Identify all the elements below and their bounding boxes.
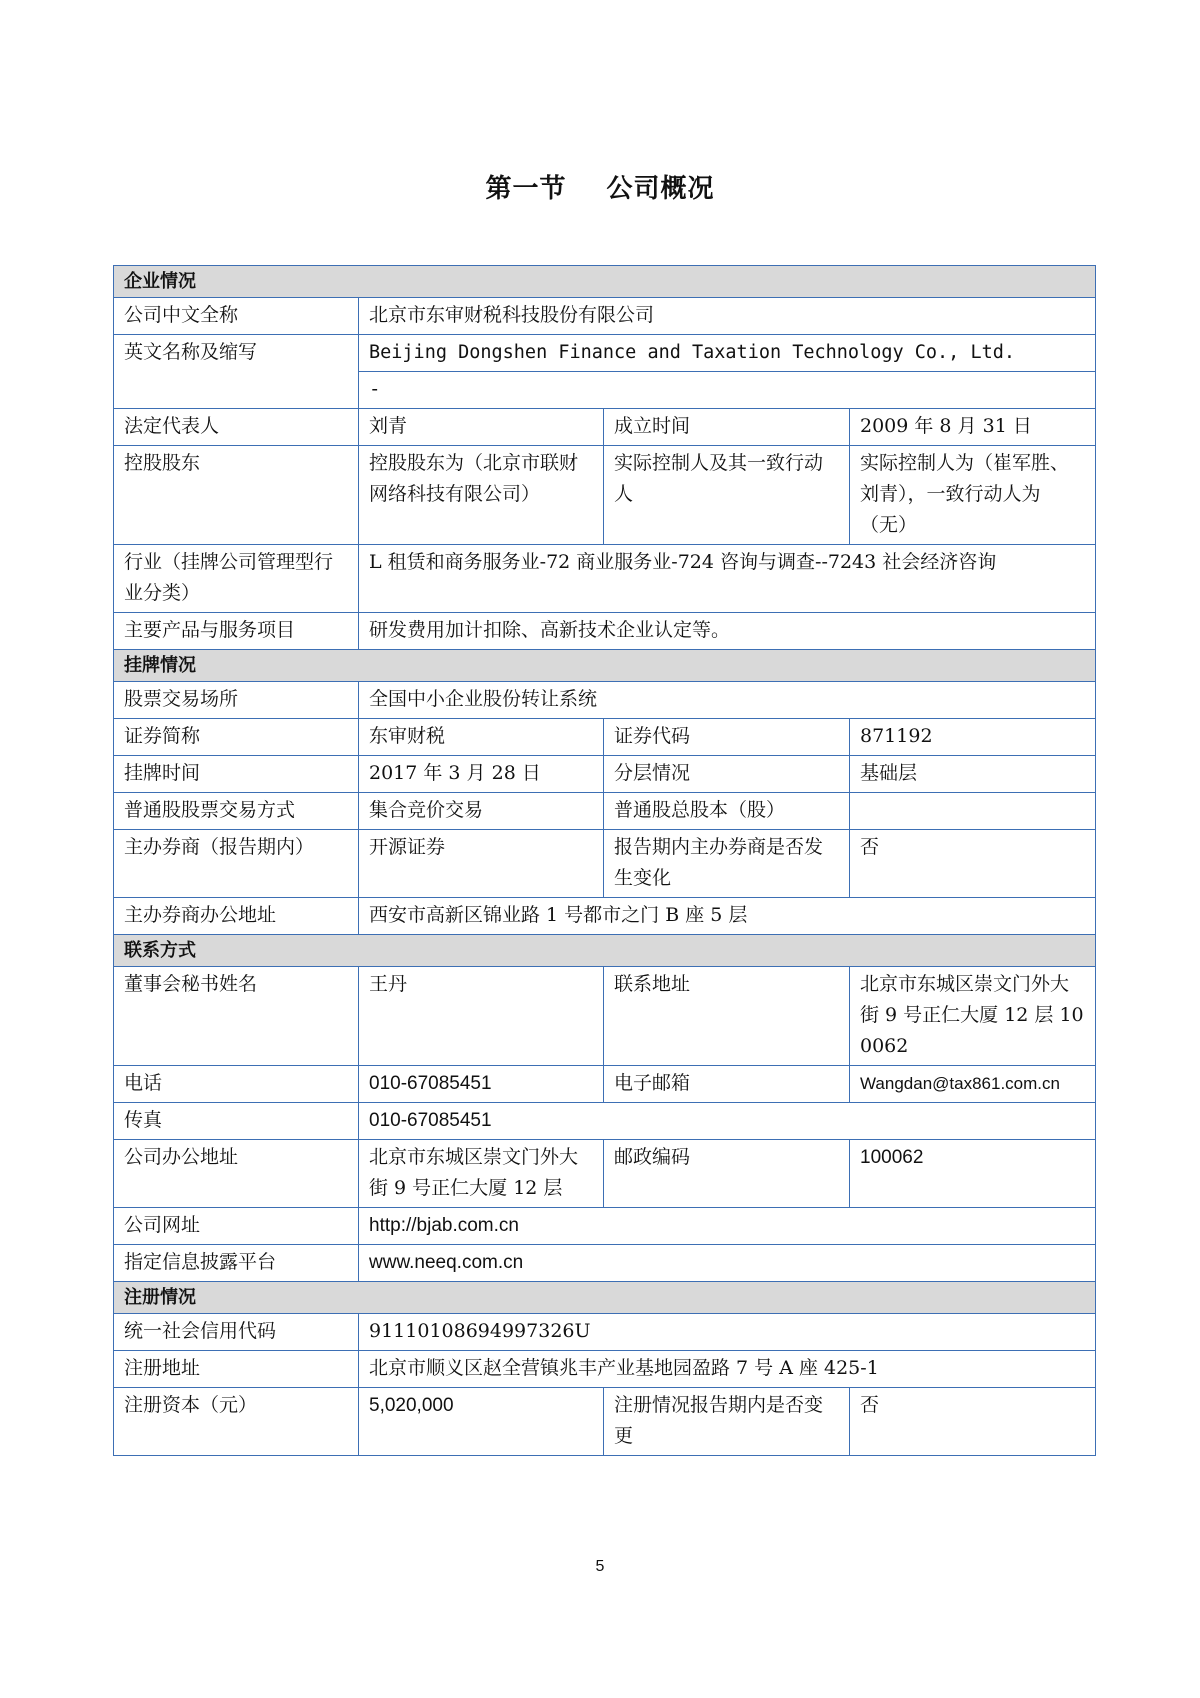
sponsor-address-value: 西安市高新区锦业路 1 号都市之门 B 座 5 层 bbox=[359, 898, 1096, 935]
table-row bbox=[114, 682, 1096, 719]
phone-value: 010-67085451 bbox=[359, 1066, 604, 1103]
section-label: 挂牌情况 bbox=[114, 650, 1096, 682]
sponsor-changed-label: 报告期内主办券商是否发生变化 bbox=[604, 830, 850, 898]
industry-label: 行业（挂牌公司管理型行业分类） bbox=[114, 545, 359, 613]
short-name-label: 证券简称 bbox=[114, 719, 359, 756]
table-row bbox=[114, 793, 1096, 830]
section-number: 第一节 bbox=[485, 174, 567, 204]
exchange-value: 全国中小企业股份转让系统 bbox=[359, 682, 1096, 719]
email-label: 电子邮箱 bbox=[604, 1066, 850, 1103]
sponsor-changed-value: 否 bbox=[850, 830, 1096, 898]
table-row bbox=[114, 409, 1096, 446]
sponsor-label: 主办券商（报告期内） bbox=[114, 830, 359, 898]
section-label: 注册情况 bbox=[114, 1282, 1096, 1314]
reg-address-label: 注册地址 bbox=[114, 1351, 359, 1388]
actual-controller-label: 实际控制人及其一致行动人 bbox=[604, 446, 850, 545]
section-header-registration bbox=[114, 1282, 1096, 1314]
total-shares-label: 普通股总股本（股） bbox=[604, 793, 850, 830]
tier-label: 分层情况 bbox=[604, 756, 850, 793]
email-value: Wangdan@tax861.com.cn bbox=[850, 1066, 1096, 1103]
section-header-listing bbox=[114, 650, 1096, 682]
website-value: http://bjab.com.cn bbox=[359, 1208, 1096, 1245]
controlling-value: 控股股东为（北京市联财网络科技有限公司） bbox=[359, 446, 604, 545]
credit-code-value: 91110108694997326U bbox=[359, 1314, 1096, 1351]
table-row bbox=[114, 756, 1096, 793]
table-row bbox=[114, 898, 1096, 935]
contact-address-label: 联系地址 bbox=[604, 967, 850, 1066]
en-name-label: 英文名称及缩写 bbox=[114, 335, 359, 409]
capital-value: 5,020,000 bbox=[359, 1388, 604, 1456]
section-header-contact bbox=[114, 935, 1096, 967]
fax-label: 传真 bbox=[114, 1103, 359, 1140]
postcode-value: 100062 bbox=[850, 1140, 1096, 1208]
fax-value: 010-67085451 bbox=[359, 1103, 1096, 1140]
section-label: 联系方式 bbox=[114, 935, 1096, 967]
trading-method-label: 普通股股票交易方式 bbox=[114, 793, 359, 830]
website-label: 公司网址 bbox=[114, 1208, 359, 1245]
disclosure-value: www.neeq.com.cn bbox=[359, 1245, 1096, 1282]
table-row bbox=[114, 613, 1096, 650]
table-row bbox=[114, 719, 1096, 756]
total-shares-value bbox=[850, 793, 1096, 830]
exchange-label: 股票交易场所 bbox=[114, 682, 359, 719]
industry-value: L 租赁和商务服务业-72 商业服务业-724 咨询与调查--7243 社会经济咨询 bbox=[359, 545, 1096, 613]
page-number: 5 bbox=[595, 1558, 605, 1575]
table-row bbox=[114, 1103, 1096, 1140]
table-row bbox=[114, 1314, 1096, 1351]
trading-method-value: 集合竞价交易 bbox=[359, 793, 604, 830]
office-label: 公司办公地址 bbox=[114, 1140, 359, 1208]
table-row bbox=[114, 545, 1096, 613]
founded-value: 2009 年 8 月 31 日 bbox=[850, 409, 1096, 446]
products-label: 主要产品与服务项目 bbox=[114, 613, 359, 650]
legal-rep-label: 法定代表人 bbox=[114, 409, 359, 446]
controlling-label: 控股股东 bbox=[114, 446, 359, 545]
en-name-value: Beijing Dongshen Finance and Taxation Technology Co., Ltd. bbox=[359, 335, 1096, 372]
reg-changed-label: 注册情况报告期内是否变更 bbox=[604, 1388, 850, 1456]
sponsor-address-label: 主办券商办公地址 bbox=[114, 898, 359, 935]
products-value: 研发费用加计扣除、高新技术企业认定等。 bbox=[359, 613, 1096, 650]
code-value: 871192 bbox=[850, 719, 1096, 756]
table-row bbox=[114, 446, 1096, 545]
table-row bbox=[114, 1245, 1096, 1282]
section-label: 企业情况 bbox=[114, 266, 1096, 298]
legal-rep-value: 刘青 bbox=[359, 409, 604, 446]
table-row bbox=[114, 298, 1096, 335]
cn-name-value: 北京市东审财税科技股份有限公司 bbox=[359, 298, 1096, 335]
en-abbr-value: - bbox=[359, 372, 1096, 409]
table-row bbox=[114, 335, 1096, 372]
tier-value: 基础层 bbox=[850, 756, 1096, 793]
table-row bbox=[114, 830, 1096, 898]
actual-controller-value: 实际控制人为（崔军胜、刘青），一致行动人为（无） bbox=[850, 446, 1096, 545]
table-row bbox=[114, 1351, 1096, 1388]
founded-label: 成立时间 bbox=[604, 409, 850, 446]
disclosure-label: 指定信息披露平台 bbox=[114, 1245, 359, 1282]
section-header-enterprise bbox=[114, 266, 1096, 298]
credit-code-label: 统一社会信用代码 bbox=[114, 1314, 359, 1351]
table-row bbox=[114, 1388, 1096, 1456]
listing-date-value: 2017 年 3 月 28 日 bbox=[359, 756, 604, 793]
page-title bbox=[0, 168, 1200, 205]
postcode-label: 邮政编码 bbox=[604, 1140, 850, 1208]
cn-name-label: 公司中文全称 bbox=[114, 298, 359, 335]
table-row bbox=[114, 1140, 1096, 1208]
secretary-label: 董事会秘书姓名 bbox=[114, 967, 359, 1066]
phone-label: 电话 bbox=[114, 1066, 359, 1103]
listing-date-label: 挂牌时间 bbox=[114, 756, 359, 793]
secretary-value: 王丹 bbox=[359, 967, 604, 1066]
contact-address-value: 北京市东城区崇文门外大街 9 号正仁大厦 12 层 100062 bbox=[850, 967, 1096, 1066]
office-value: 北京市东城区崇文门外大街 9 号正仁大厦 12 层 bbox=[359, 1140, 604, 1208]
section-title: 公司概况 bbox=[606, 174, 715, 204]
table-row bbox=[114, 967, 1096, 1066]
reg-address-value: 北京市顺义区赵全营镇兆丰产业基地园盈路 7 号 A 座 425-1 bbox=[359, 1351, 1096, 1388]
reg-changed-value: 否 bbox=[850, 1388, 1096, 1456]
short-name-value: 东审财税 bbox=[359, 719, 604, 756]
sponsor-value: 开源证券 bbox=[359, 830, 604, 898]
table-row bbox=[114, 1208, 1096, 1245]
code-label: 证券代码 bbox=[604, 719, 850, 756]
capital-label: 注册资本（元） bbox=[114, 1388, 359, 1456]
company-overview-table bbox=[113, 265, 1096, 1456]
table-row bbox=[114, 1066, 1096, 1103]
